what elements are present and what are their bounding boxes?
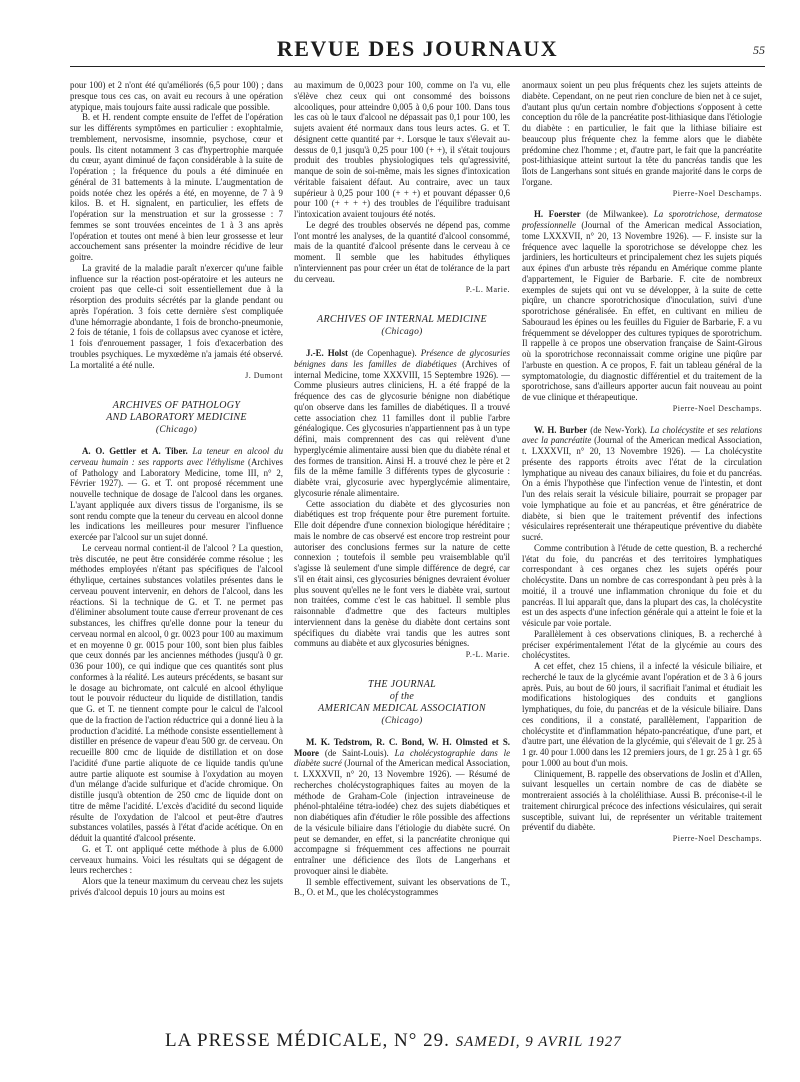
article-reference: (Journal of the American medical Association, t. LXXXVII, n° 20, 13 Novembre 1926). — Résumé de recherches cholécystographiques faites au moyen de la méthode de Graham-Cole (injection intraveineuse de phénol-phtaléine tétra-iodée) chez des sujets diabétiques et non diabétiques afin d'étudier le rôle possible des affections de la vésicule biliaire dans l'étiologie du diabète sucré. On peut se demander, en effet, si la pancréatite chronique qui accompagne si fréquemment ces affections ne pourrait entraîner une déficience des îlots de Langerhans et provoquer ainsi le diabète. (294, 758, 510, 876)
author-signature: Pierre-Noel Deschamps. (672, 403, 762, 413)
article-abstract (522, 209, 762, 403)
article-authors: W. H. Burber (534, 424, 588, 435)
paragraph: anormaux soient un peu plus fréquents chez les sujets atteints de diabète. Cependant, on ne peut rien conclure de bien net à ce sujet, d'autant plus qu'un certain nombre d'objections s'opposent à cette conception du rôle de la pancréatite post-lithiasique dans l'étiologie du diabète : en particulier, le fait que la lithiase biliaire est beaucoup plus fréquente chez la femme alors que le diabète prédomine chez l'homme ; et, d'autre part, le fait que la pancréatite post-lithiasique atteint surtout la tête du pancréas tandis que les îlots de Langerhans sont situés en grande majorité dans le corps de l'organe. (522, 80, 762, 187)
section-city: (Chicago) (155, 425, 198, 435)
section-title-line: ARCHIVES OF PATHOLOGY (112, 400, 241, 411)
section-city: (Chicago) (381, 715, 423, 726)
running-title: REVUE DES JOURNAUX (276, 36, 559, 61)
article-place: (de Saint-Louis). (324, 747, 389, 758)
page-number: 55 (753, 43, 765, 57)
author-signature: Pierre-Noel Deschamps. (672, 188, 762, 198)
section-title-line: THE JOURNAL (367, 678, 437, 690)
article-abstract (294, 348, 510, 499)
paragraph: La gravité de la maladie paraît n'exercer qu'une faible influence sur la réaction post-opératoire et les auteurs ne croient pas que celle-ci soit essentiellement due à la résorption des produits sécrétés par la glande pendant ou après l'opération. 3 fois cette dernière s'est compliquée d'une hémorragie abondante, 1 fois de broncho-pneumonie, 2 fois de tétanie, 1 fois de collapsus avec cyanose et ictère, 1 fois d'enrouement passager, 1 fois d'exacerbation des troubles psychiques. Le myxœdème n'a jamais été observé. La mortalité a été nulle. (70, 262, 283, 370)
article-place: (de New-York). (590, 424, 647, 435)
article-authors: A. O. Gettler et A. Tiber. (82, 446, 188, 456)
article-title: La sporotrichose, dermatose professionnelle (522, 209, 762, 230)
article-place: (de Copenhague). (351, 348, 417, 358)
section-title-line: ARCHIVES OF INTERNAL MEDICINE (317, 314, 487, 325)
article-title: La cholécystite et ses relations avec la pancréatite (522, 424, 762, 446)
paragraph: Alors que la teneur maximum du cerveau chez les sujets privés d'alcool depuis 10 jours au moins est (70, 876, 283, 897)
paragraph: G. et T. ont appliqué cette méthode à plus de 6.000 cerveaux humains. Voici les résultats qui se dégagent de leurs recherches : (70, 843, 283, 876)
column-middle (294, 80, 510, 1020)
section-heading-jama (294, 679, 510, 727)
article-authors: H. Foerster (534, 209, 581, 220)
article-place: (de Milwankee). (586, 209, 649, 220)
paragraph: pour 100) et 2 n'ont été qu'améliorés (6,5 pour 100) ; dans presque tous ces cas, on avait eu recours à une opération atypique, mais toujours faite aussi radicale que possible. (70, 80, 283, 112)
paragraph: A cet effet, chez 15 chiens, il a infecté la vésicule biliaire, et recherché le taux de la glycémie avant l'opération et de 3 à 6 jours après. Puis, au bout de 60 jours, il sacrifiait l'animal et étudiait les modifications histologiques des conduits et ganglions lymphatiques, du foie, du pancréas et de la vésicule biliaire. Dans ces conditions, il a constaté, parallèlement, l'apparition de cholécystite et d'inflammation hépato-pancréatique, d'une part, et d'autre part, une élévation de la glycémie, qui s'élevait de 1 gr. 25 à 1 gr. 40 pour 1.000 dans les 12 premiers jours, de 1 gr. 25 à 1 gr. 65 pour 1.000 au bout d'un mois. (522, 661, 762, 768)
paragraph: Cette association du diabète et des glycosuries non diabétiques est trop fréquente pour être purement fortuite. Elle doit dépendre d'une connexion biologique héréditaire ; mais le nombre de cas observé est encore trop restreint pour autoriser des conclusions fermes sur la nature de cette connexion ; toutefois il semble peu vraisemblable qu'il s'agisse là seulement d'une simple différence de degré, car s'il en était ainsi, ces glycosuries bénignes devraient évoluer plus souvent qu'elles ne le font vers le diabète vrai, surtout non traitées, comme c'est le cas habituel. Il semble plus raisonnable d'admettre que des facteurs multiples interviennent dans la genèse du diabète dont certains sont spécifiques du diabète vrai tandis que les autres sont communs au diabète et aux glycosuries bénignes. (294, 498, 510, 649)
article-title: Présence de glycosuries bénignes dans les familles de diabétiques (294, 348, 510, 369)
article-reference: (Archives of Pathology and Laboratory Medicine, tome III, n° 2, Février 1927). — G. et T. ont proposé récemment une nouvelle technique de dosage de l'alcool dans les organes. L'ayant appliquée aux divers tissus de l'organisme, ils se sont rendu compte que la teneur du cerveau en alcool donne les indications les meilleures pour mesurer l'influence exercée par l'alcool sur un sujet donné. (70, 456, 283, 542)
article-reference: (Journal of the American medical Association, t. LXXXVII, n° 20, 13 Novembre 1926). — La cholécystite présente des rapports étroits avec l'état de la circulation lymphatique au niveau des canaux biliaires, du foie et du pancréas. On a émis l'hypothèse que l'infection venue de l'intestin, et dont l'un des relais serait la vésicule biliaire, pourrait se propager par voie lymphatique au foie et au pancréas, et être génératrice de diabète, si bien que le traitement préventif des infections vésiculaires représenterait une thérapeutique préventive du diabète sucré. (522, 435, 762, 542)
paragraph: Il semble effectivement, suivant les observations de T., B., O. et M., que les cholécystogrammes (294, 876, 510, 898)
article-reference: (Journal of the American medical Association, tome LXXXVII, n° 20, 13 Novembre 1926). — F. insiste sur la fréquence avec laquelle la sporotrichose se développe chez les jardiniers, les horticulteurs et principalement chez les sujets piqués aux épines d'un arbuste très répandu en Amérique comme plante d'appartement, le Figuier de Barbarie. F. cite de nombreux exemples de sujets qui ont vu se développer, à la suite de cette piqûre, un chancre sporotrichosique d'inoculation, suivi d'une sporotrichose généralisée. En effet, en cultivant en milieu de Sabouraud les épines ou les feuilles du Figuier de Barbarie, F. a vu fréquemment se développer des cultures typiques de sporotrichum. Il rappelle à ce propos une observation française de Saint-Girous où la sporotrichose reconnaissait comme origine une piqûre par l'arbuste en question. A ce propos, F. fait un tableau général de la symptomatologie, du diagnostic différentiel et du traitement de la sporotrichose, sans d'ailleurs apporter aucun fait nouveau au point de vue clinique et thérapeutique. (522, 220, 762, 402)
section-title-line: of the (389, 690, 415, 702)
paragraph: Parallèlement à ces observations cliniques, B. a recherché à préciser expérimentalement l'état de la glycémie au cours des cholécystites. (522, 628, 762, 661)
section-title-line: AND LABORATORY MEDICINE (106, 412, 247, 423)
author-signature: Pierre-Noel Deschamps. (672, 834, 762, 843)
footer-journal: LA PRESSE MÉDICALE, N° 29. (165, 1030, 450, 1051)
paragraph: Le degré des troubles observés ne dépend pas, comme l'ont montré les analyses, de la quantité d'alcool consommé, mais de la quantité d'alcool présente dans le cerveau à ce moment. Il semble que les habitudes éthyliques n'interviennent pas pour créer un état de tolérance de la part du cerveau. (294, 219, 510, 284)
article-abstract (522, 425, 762, 543)
paragraph: Le cerveau normal contient-il de l'alcool ? La question, très discutée, ne peut être considérée comme résolue ; les méthodes employées n'étant pas spécifiques de l'alcool éthylique, certaines substances volatiles présentes dans le cerveau pouvent intervenir, en dehors de l'alcool, dans les réactions. Si la technique de G. et T. ne permet pas d'éliminer absolument toute cause d'erreur provenant de ces substances, les chiffres qu'elle donne pour la teneur du cerveau normal en alcool, 0 gr. 0023 pour 100 au maximum et en moyenne 0 gr. 0015 pour 100, sont bien plus faibles que ceux donnés par les anciennes méthodes (jusqu'à 0 gr. 036 pour 100), ce qui indique que ces quantités sont plus conformes à la réalité. Les auteurs précédents, se basant sur le dosage au bichromate, ont calculé en alcool éthylique tout le pouvoir réducteur du liquide de distillation, tandis que G. et T. ne tiennent compte pour le calcul de l'alcool que de la fraction de l'action réductrice qui a donné lieu à la production d'acidité. La méthode consiste essentiellement à distiller en présence de vapeur d'eau 500 gr. de cerveau. On recueille 800 cmc de liquide de distillation et on dose l'acidité d'une partie aliquote de ce liquide tandis qu'une autre partie aliquote est soumise à l'oxydation au moyen d'un mélange d'acide sulfurique et d'acide chromique. On distille jusqu'à obtention de 250 cmc de liquide dont on titre de même l'acidité. L'excès d'acidité du second liquide résulte de l'oxydation de l'alcool et peut-être d'autres substances volatiles, passés à l'état d'acide acétique. On en déduit la quantité d'alcool présente. (70, 542, 283, 843)
column-left (70, 80, 283, 1020)
author-signature: P.-L. Marie. (465, 285, 510, 295)
author-signature: J. Dumont (245, 371, 283, 381)
page-header (70, 36, 765, 67)
article-title: La teneur en alcool du cerveau humain : ses rapports avec l'éthylisme (70, 446, 283, 467)
column-right (522, 80, 762, 1020)
article-title: La cholécystographie dans le diabète sucré (294, 747, 510, 769)
section-city: (Chicago) (381, 327, 423, 337)
paragraph: B. et H. rendent compte ensuite de l'effet de l'opération sur les différents symptômes en particulier : exophtalmie, tremblement, nervosisme, insomnie, psychose, cœur et pouls. Ils citent notamment 3 cas d'hypertrophie marquée du cœur, ayant diminué de façon considérable à la suite de l'opération ; la fréquence du pouls a été diminuée en général de 31 battements à la minute. L'augmentation de poids notée chez les opérés a été, en moyenne, de 7 à 9 kilos. B. et H. signalent, en particulier, les effets de l'opération sur la menstruation et sur la grossesse : 7 femmes se sont trouvées enceintes de 1 à 3 ans après l'opération et toutes ont mené à bien leur grossesse et leur accouchement sans présenter la moindre récidive de leur goitre. (70, 112, 283, 262)
article-abstract (294, 737, 510, 877)
paragraph: Cliniquement, B. rappelle des observations de Joslin et d'Allen, suivant lesquelles un certain nombre de cas de diabète se montreraient associés à la cholélithiase. Aussi B. préconise-t-il le traitement chirurgical précoce des infections vésiculaires, qui serait susceptible, suivant lui, de représenter un véritable traitement préventif du diabète. (522, 768, 762, 833)
section-heading-archives-internal-medicine (294, 314, 510, 338)
page-footer (165, 1030, 622, 1052)
section-title-line: AMERICAN MEDICAL ASSOCIATION (318, 702, 486, 714)
footer-date: SAMEDI, 9 AVRIL 1927 (455, 1034, 622, 1050)
article-reference: (Archives of internal Medicine, tome XXXVIII, 15 Septembre 1926). — Comme plusieurs autres cliniciens, H. a été frappé de la fréquence des cas de glycosurie bénigne non diabétique qu'on observe dans les familles de diabétiques. Il a trouvé cette association chez 11 familles dont il publie l'arbre généalogique. Ces glycosuries n'appartiennent pas à un type défini, mais comprennent des cas qui relèvent d'une hyperglycémie alimentaire aussi bien que du diabète rénal et des formes de transition. Ainsi H. a trouvé chez le père et 2 fils de la même famille 3 différents types de glycosurie : diabète vrai, glycosurie avec hyperglycémie alimentaire, glycosurie rénale alimentaire. (294, 358, 510, 498)
article-authors: J.-E. Holst (306, 348, 348, 358)
article-abstract (70, 446, 283, 543)
section-heading-archives-pathology (70, 400, 283, 436)
article-authors: M. K. Tedstrom, R. C. Bond, W. H. Olmsted et S. Moore (294, 736, 510, 758)
author-signature: P.-L. Marie. (465, 650, 510, 659)
paragraph: Comme contribution à l'étude de cette question, B. a recherché l'état du foie, du pancréas et des territoires lymphatiques correspondant à ces organes chez les sujets opérés pour cholécystite. Dans un nombre de cas correspondant à peu près à la moitié, il a trouvé une inflammation chronique du foie et du pancréas. Il lui apparaît que, dans la plupart des cas, la cholécystite est un des aspects d'une infection générale qui a atteint le foie et la vésicule par voie portale. (522, 542, 762, 628)
paragraph: au maximum de 0,0023 pour 100, comme on l'a vu, elle s'élève chez ceux qui ont consommé des boissons alcooliques, pour atteindre 0,005 à 0,6 pour 100. Dans tous les cas où le taux d'alcool ne dépassait pas 0,1 pour 100, les sujets avaient été normaux dans tous leurs actes. G. et T. désignent cette quantité par +. Lorsque le taux s'élevait au-dessus de 0,1 jusqu'à 0,25 pour 100 (+ +), il s'était toujours produit des troubles physiologiques tels qu'agressivité, manque de soin de soi-même, mais les signes d'intoxication véritable faisaient défaut. Au contraire, avec un taux supérieur à 0,25 pour 100 (+ + +) et pouvant dépasser 0,6 pour 100 (+ + + +) des troubles de l'équilibre traduisant l'intoxication avaient toujours été notés. (294, 80, 510, 219)
